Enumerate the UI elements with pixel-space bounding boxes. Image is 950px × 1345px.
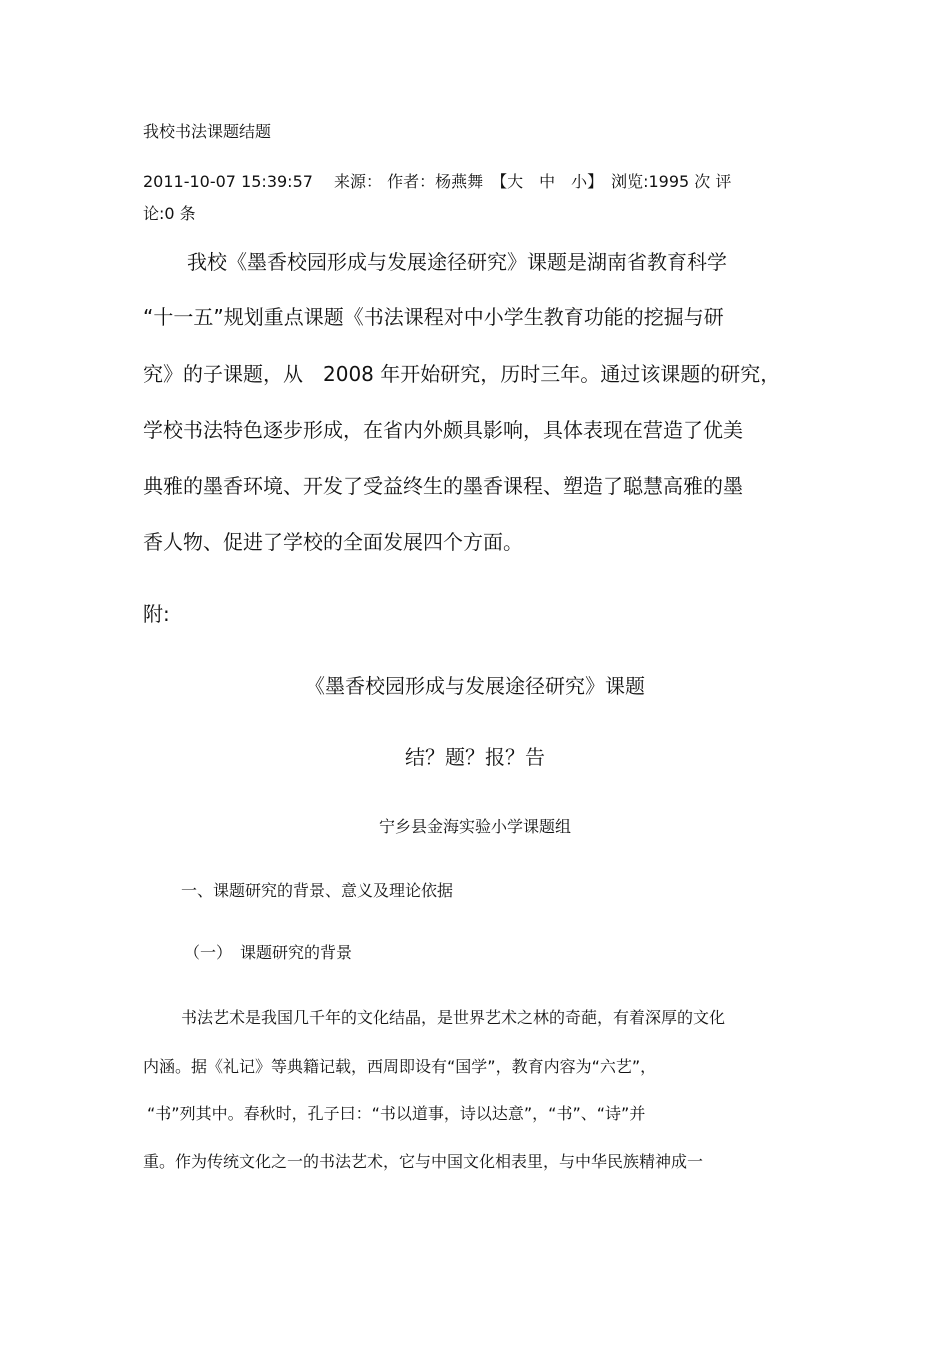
section-heading: 一、课题研究的背景、意义及理论依据	[181, 881, 454, 900]
body-line: 内涵。据《礼记》等典籍记载，西周即设有“国学”，教育内容为“六艺”，	[143, 1057, 657, 1076]
article-meta-continued: 论:0 条	[143, 204, 196, 223]
appendix-label: 附:	[143, 602, 170, 626]
intro-line: 典雅的墨香环境、开发了受益终生的墨香课程、塑造了聪慧高雅的墨	[143, 474, 743, 498]
intro-line: “十一五”规划重点课题《书法课程对中小学生教育功能的挖掘与研	[143, 305, 724, 329]
intro-line: 我校《墨香校园形成与发展途径研究》课题是湖南省教育科学	[187, 250, 727, 274]
body-line: 书法艺术是我国几千年的文化结晶，是世界艺术之林的奇葩，有着深厚的文化	[181, 1008, 726, 1027]
intro-line: 学校书法特色逐步形成，在省内外颇具影响，具体表现在营造了优美	[143, 418, 743, 442]
intro-line: 香人物、促进了学校的全面发展四个方面。	[143, 530, 523, 554]
body-line: 重。作为传统文化之一的书法艺术，它与中国文化相表里，与中华民族精神成一	[143, 1152, 704, 1171]
article-meta: 2011-10-07 15:39:57 来源： 作者：杨燕舞 【大 中 小】 浏览:1995 次 评	[143, 172, 732, 191]
report-author: 宁乡县金海实验小学课题组	[378, 817, 571, 836]
intro-line: 究》的子课题，从 2008 年开始研究，历时三年。通过该课题的研究，	[143, 362, 781, 386]
report-subtitle: 结？题？报？告	[405, 745, 545, 769]
body-line: “书”列其中。春秋时，孔子曰：“书以道事，诗以达意”，“书”、“诗”并	[147, 1104, 646, 1123]
subsection-heading: （一） 课题研究的背景	[184, 943, 353, 962]
report-title: 《墨香校园形成与发展途径研究》课题	[305, 674, 645, 698]
article-title: 我校书法课题结题	[143, 122, 272, 141]
